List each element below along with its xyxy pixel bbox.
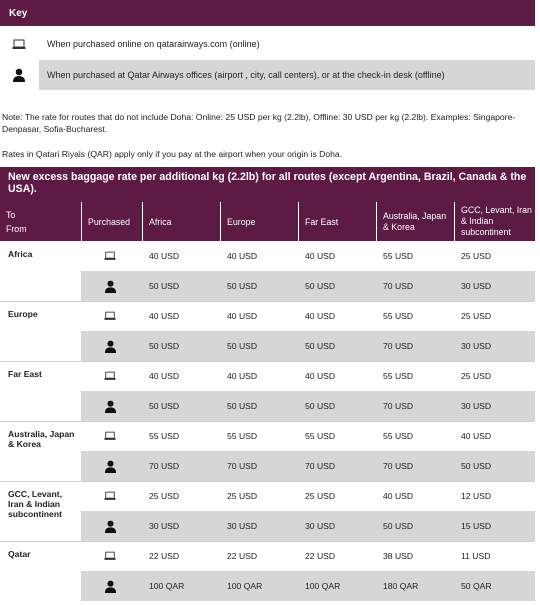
group-divider <box>0 481 535 482</box>
table-row <box>81 301 535 331</box>
laptop-icon <box>81 481 139 511</box>
rate-cell: 40 USD <box>461 431 492 441</box>
key-offline-text: When purchased at Qatar Airways offices (airport , city, call centers), or at the check-in desk (offline) <box>47 70 445 80</box>
rate-cell: 25 USD <box>227 491 258 501</box>
rate-cell: 50 USD <box>305 401 336 411</box>
rate-cell: 70 USD <box>149 461 180 471</box>
route-group-africa <box>0 241 535 301</box>
rate-cell: 70 USD <box>383 401 414 411</box>
rate-cell: 55 USD <box>383 371 414 381</box>
rate-cell: 22 USD <box>227 551 258 561</box>
rate-cell: 40 USD <box>305 251 336 261</box>
person-icon <box>81 331 139 361</box>
rate-cell: 50 USD <box>149 281 180 291</box>
table-column-headers <box>0 202 535 241</box>
laptop-icon <box>81 241 139 271</box>
rate-cell: 50 USD <box>383 521 414 531</box>
rate-cell: 22 USD <box>305 551 336 561</box>
rate-cell: 55 USD <box>383 251 414 261</box>
rate-cell: 55 USD <box>227 431 258 441</box>
rate-cell: 70 USD <box>227 461 258 471</box>
rate-cell: 25 USD <box>461 371 492 381</box>
rate-cell: 40 USD <box>305 371 336 381</box>
person-icon <box>81 511 139 541</box>
route-from-label: Australia, Japan & Korea <box>8 429 75 449</box>
route-from-label: Qatar <box>8 549 31 559</box>
table-row <box>81 391 535 421</box>
rate-cell: 50 USD <box>149 401 180 411</box>
rate-cell: 15 USD <box>461 521 492 531</box>
rate-cell: 100 QAR <box>305 581 341 591</box>
person-icon <box>81 451 139 481</box>
person-icon <box>81 271 139 301</box>
header-from: From <box>6 223 27 234</box>
header-purchased: Purchased <box>81 202 142 241</box>
route-group-far-east <box>0 361 535 421</box>
header-to: To <box>6 209 16 220</box>
rate-cell: 40 USD <box>149 311 180 321</box>
rate-cell: 50 QAR <box>461 581 492 591</box>
rate-cell: 40 USD <box>149 371 180 381</box>
group-divider <box>0 301 535 302</box>
key-row-offline <box>0 60 535 90</box>
rate-cell: 22 USD <box>149 551 180 561</box>
header-gcc: GCC, Levant, Iran & Indian subcontinent <box>454 202 535 241</box>
table-title <box>0 167 535 202</box>
rate-cell: 55 USD <box>383 431 414 441</box>
rate-cell: 12 USD <box>461 491 492 501</box>
rate-cell: 11 USD <box>461 551 491 561</box>
rate-cell: 40 USD <box>149 251 180 261</box>
rate-cell: 30 USD <box>461 281 492 291</box>
route-from-label: Europe <box>8 309 38 319</box>
rate-cell: 30 USD <box>227 521 258 531</box>
laptop-icon <box>81 421 139 451</box>
table-row <box>81 571 535 601</box>
rate-cell: 25 USD <box>305 491 336 501</box>
laptop-icon <box>81 361 139 391</box>
rate-cell: 50 USD <box>305 341 336 351</box>
rate-cell: 40 USD <box>383 491 414 501</box>
table-row <box>81 421 535 451</box>
rate-cell: 55 USD <box>383 311 414 321</box>
table-row <box>81 331 535 361</box>
route-group-gcc <box>0 481 535 541</box>
route-from-label: Far East <box>8 369 42 379</box>
group-divider <box>0 361 535 362</box>
group-divider <box>0 421 535 422</box>
key-row-online <box>0 30 535 58</box>
note-non-doha: Note: The rate for routes that do not include Doha: Online: 25 USD per kg (2.2lb), Offline: 30 USD per kg (2.2lb). Examples: Singapore-Denpasar, Sofia-Bucharest. <box>2 112 516 134</box>
table-row <box>81 481 535 511</box>
route-from-label: Africa <box>8 249 33 259</box>
rate-cell: 70 USD <box>383 281 414 291</box>
note-qar: Rates in Qatari Riyals (QAR) apply only if you pay at the airport when your origin is Doha. <box>2 149 343 159</box>
table-row <box>81 241 535 271</box>
person-icon <box>81 391 139 421</box>
rate-cell: 50 USD <box>227 341 258 351</box>
rate-cell: 100 QAR <box>227 581 263 591</box>
key-title: Key <box>9 8 28 19</box>
rate-cell: 40 USD <box>227 251 258 261</box>
rate-cell: 30 USD <box>461 341 492 351</box>
person-icon <box>0 60 39 90</box>
rate-cell: 180 QAR <box>383 581 419 591</box>
table-row <box>81 361 535 391</box>
route-group-qatar <box>0 541 535 601</box>
person-icon <box>81 571 139 601</box>
rate-cell: 70 USD <box>305 461 336 471</box>
rate-cell: 50 USD <box>461 461 492 471</box>
header-africa: Africa <box>142 202 220 241</box>
table-title-text: New excess baggage rate per additional kg (2.2lb) for all routes (except Argentina, Brazil, Canada & the USA). <box>8 171 527 195</box>
rate-cell: 30 USD <box>305 521 336 531</box>
header-far-east: Far East <box>298 202 376 241</box>
rate-cell: 40 USD <box>227 371 258 381</box>
route-group-europe <box>0 301 535 361</box>
rate-cell: 30 USD <box>461 401 492 411</box>
header-australia: Australia, Japan & Korea <box>376 202 454 241</box>
rate-cell: 30 USD <box>149 521 180 531</box>
route-from-label: GCC, Levant, Iran & Indian subcontinent <box>8 489 62 519</box>
key-online-text: When purchased online on qatarairways.com (online) <box>47 39 260 49</box>
rate-cell: 50 USD <box>227 401 258 411</box>
table-row <box>81 271 535 301</box>
table-row <box>81 451 535 481</box>
key-header <box>0 0 535 26</box>
laptop-icon <box>81 301 139 331</box>
header-europe: Europe <box>220 202 298 241</box>
rate-cell: 55 USD <box>149 431 180 441</box>
laptop-icon <box>0 30 39 58</box>
rate-cell: 50 USD <box>227 281 258 291</box>
group-divider <box>0 541 535 542</box>
rate-cell: 40 USD <box>227 311 258 321</box>
rate-cell: 25 USD <box>461 311 492 321</box>
rate-cell: 70 USD <box>383 461 414 471</box>
table-row <box>81 541 535 571</box>
rate-cell: 100 QAR <box>149 581 185 591</box>
header-to-from <box>0 202 81 241</box>
rate-cell: 70 USD <box>383 341 414 351</box>
rate-cell: 50 USD <box>149 341 180 351</box>
rate-cell: 25 USD <box>461 251 492 261</box>
rate-cell: 55 USD <box>305 431 336 441</box>
rate-cell: 38 USD <box>383 551 414 561</box>
rate-cell: 25 USD <box>149 491 180 501</box>
rate-cell: 50 USD <box>305 281 336 291</box>
laptop-icon <box>81 541 139 571</box>
route-group-australia <box>0 421 535 481</box>
rate-cell: 40 USD <box>305 311 336 321</box>
table-row <box>81 511 535 541</box>
